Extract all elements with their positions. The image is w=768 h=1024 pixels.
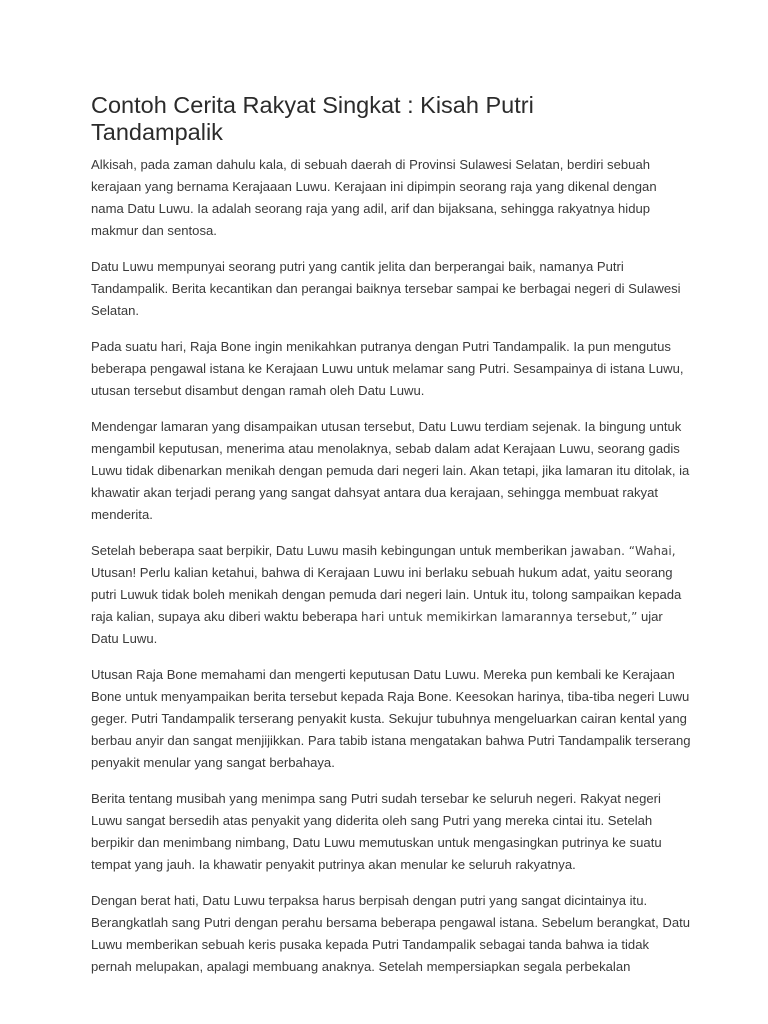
- paragraph-4: Mendengar lamaran yang disampaikan utusan tersebut, Datu Luwu terdiam sejenak. Ia bingung untuk mengambil keputusan, menerima atau menolaknya, sebab dalam adat Kerajaan Luwu, seorang gadis Luwu tidak dibenarkan menikah dengan pemuda dari negeri lain. Akan tetapi, jika lamaran itu ditolak, ia khawatir akan terjadi perang yang sangat dahsyat antara dua kerajaan, sehingga membuat rakyat menderita.: [91, 419, 690, 522]
- paragraph-2: Datu Luwu mempunyai seorang putri yang cantik jelita dan berperangai baik, namanya Putri Tandampalik. Berita kecantikan dan perangai baiknya tersebar sampai ke berbagai negeri di Sulawesi Selatan.: [91, 259, 681, 318]
- paragraph-5: [91, 540, 691, 650]
- paragraph-5-text-b: jawaban. “Wahai,: [570, 544, 676, 558]
- paragraph-6: Utusan Raja Bone memahami dan mengerti keputusan Datu Luwu. Mereka pun kembali ke Kerajaan Bone untuk menyampaikan berita tersebut kepada Raja Bone. Keesokan harinya, tiba-tiba negeri Luwu geger. Putri Tandampalik terserang penyakit kusta. Sekujur tubuhnya mengeluarkan cairan kental yang berbau anyir dan sangat menjijikkan. Para tabib istana mengatakan bahwa Putri Tandampalik terserang penyakit menular yang sangat berbahaya.: [91, 667, 691, 770]
- paragraph-7: Berita tentang musibah yang menimpa sang Putri sudah tersebar ke seluruh negeri. Rakyat negeri Luwu sangat bersedih atas penyakit yang diderita oleh sang Putri yang mereka cintai itu. Setelah berpikir dan menimbang nimbang, Datu Luwu memutuskan untuk mengasingkan putrinya ke suatu tempat yang jauh. Ia khawatir penyakit putrinya akan menular ke seluruh rakyatnya.: [91, 791, 662, 872]
- paragraph-1: Alkisah, pada zaman dahulu kala, di sebuah daerah di Provinsi Sulawesi Selatan, berdiri sebuah kerajaan yang bernama Kerajaaan Luwu. Kerajaan ini dipimpin seorang raja yang dikenal dengan nama Datu Luwu. Ia adalah seorang raja yang adil, arif dan bijaksana, sehingga rakyatnya hidup makmur dan sentosa.: [91, 157, 657, 238]
- paragraph-5-text-e: ujar Datu Luwu.: [91, 609, 663, 646]
- paragraph-5-text-c: Utusan! Perlu kalian ketahui, bahwa di Kerajaan Luwu ini berlaku sebuah hukum adat, yaitu seorang putri Luwuk tidak boleh menikah dengan pemuda dari negeri lain. Untuk itu, tolong sampaikan kepada raja kalian, supaya aku diberi waktu beberapa: [91, 565, 682, 624]
- paragraph-5-text-d: hari untuk memikirkan lamarannya tersebut,”: [361, 610, 638, 624]
- paragraph-8: Dengan berat hati, Datu Luwu terpaksa harus berpisah dengan putri yang sangat dicintainya itu. Berangkatlah sang Putri dengan perahu bersama beberapa pengawal istana. Sebelum berangkat, Datu Luwu memberikan sebuah keris pusaka kepada Putri Tandampalik sebagai tanda bahwa ia tidak pernah melupakan, apalagi membuang anaknya. Setelah mempersiapkan segala perbekalan: [91, 893, 691, 974]
- paragraph-5-text-a: Setelah beberapa saat berpikir, Datu Luwu masih kebingungan untuk memberikan: [91, 543, 571, 558]
- paragraph-3: Pada suatu hari, Raja Bone ingin menikahkan putranya dengan Putri Tandampalik. Ia pun mengutus beberapa pengawal istana ke Kerajaan Luwu untuk melamar sang Putri. Sesampainya di istana Luwu, utusan tersebut disambut dengan ramah oleh Datu Luwu.: [91, 339, 684, 398]
- page-title: Contoh Cerita Rakyat Singkat : Kisah Putri Tandampalik: [91, 92, 534, 145]
- document-page: [91, 92, 691, 992]
